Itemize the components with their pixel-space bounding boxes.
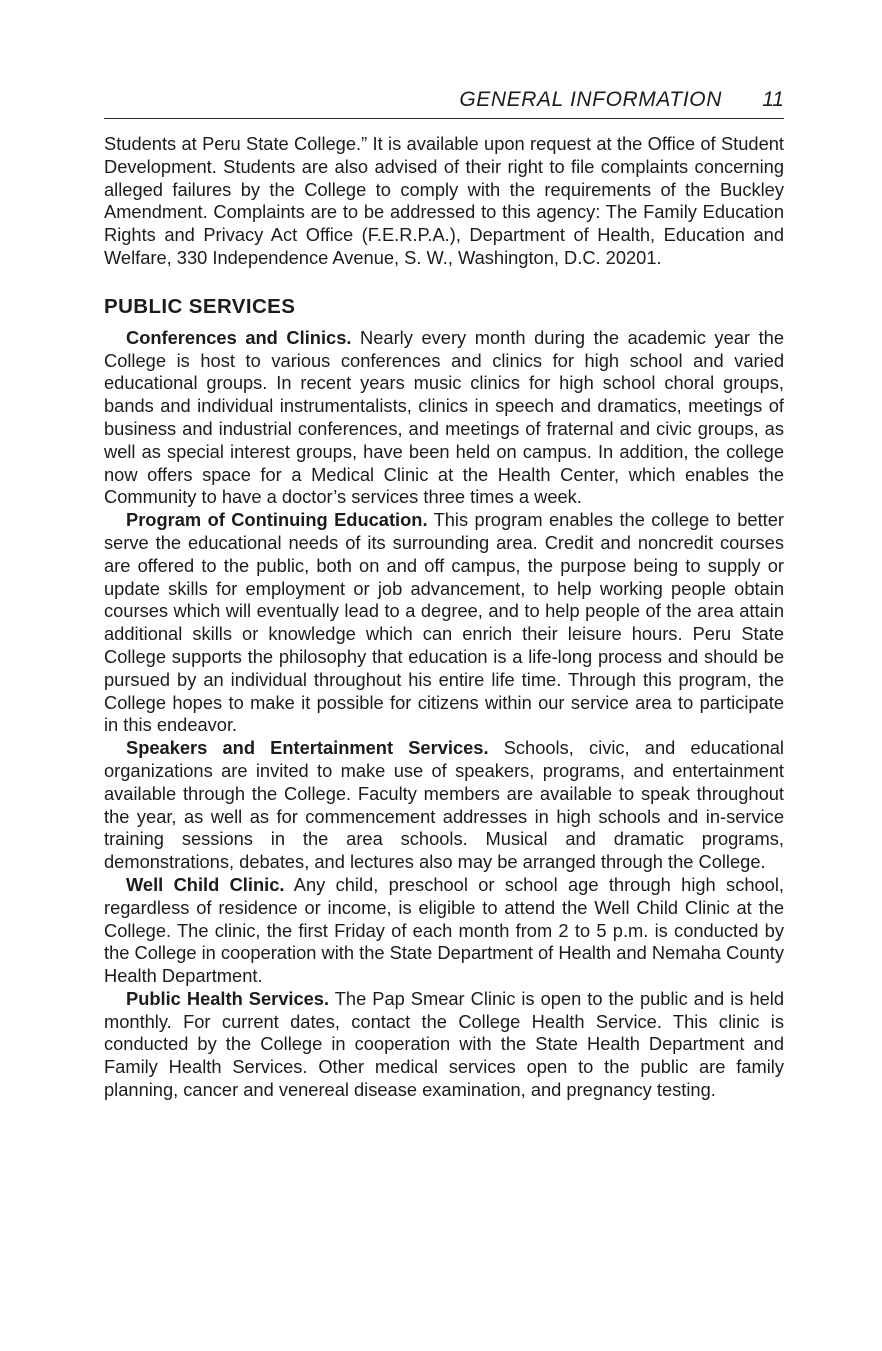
intro-paragraph: Students at Peru State College.” It is available upon request at the Office of Student Development. Students are also advised of their right to file complaints concerning alleged failures by the College to comply with the requirements of the Buckley Amendment. Complaints are to be addressed to this agency: The Family Education Rights and Privacy Act Office (F.E.R.P.A.), Department of Health, Education and Welfare, 330 Independence Avenue, S. W., Washington, D.C. 20201. [104,133,784,268]
paragraph-well-child-clinic [104,874,784,988]
paragraph-body: Any child, preschool or school age through high school, regardless of residence or income, is eligible to attend the Well Child Clinic at the College. The clinic, the first Friday of each month from 2 to 5 p.m. is conducted by the College in cooperation with the State Department of Health and Nemaha County Health Department. [104,873,784,987]
paragraph-title: Well Child Clinic. [126,873,285,895]
paragraph-speakers-and-entertainment [104,737,784,874]
paragraph-title: Public Health Services. [126,987,330,1009]
page-number: 11 [762,88,784,111]
paragraph-public-health-services [104,988,784,1102]
header-section-title: GENERAL INFORMATION [459,88,722,111]
paragraph-body: Nearly every month during the academic year the College is host to various conferences and clinics for high school and varied educational groups. In recent years music clinics for high school choral groups, bands and individual instrumentalists, clinics in speech and dramatics, meetings of business and industrial conferences, and meetings of fraternal and civic groups, as well as special interest groups, have been held on campus. In addition, the college now offers space for a Medical Clinic at the Health Center, which enables the Community to have a doctor’s services three times a week. [104,326,784,508]
document-page [104,84,784,1102]
paragraph-body: Schools, civic, and educational organizations are invited to make use of speakers, programs, and entertainment available through the College. Faculty members are available to speak throughout the year, as well as for commencement addresses in high schools and in-service training sessions in the area schools. Musical and dramatic programs, demonstrations, debates, and lectures also may be arranged through the College. [104,737,784,873]
paragraph-continuing-education [104,509,784,737]
paragraph-conferences-and-clinics [104,327,784,509]
paragraph-body: The Pap Smear Clinic is open to the public and is held monthly. For current dates, contact the College Health Service. This clinic is conducted by the College in cooperation with the State Health Department and Family Health Services. Other medical services open to the public are family planning, cancer and venereal disease examination, and pregnancy testing. [104,987,785,1101]
section-heading: PUBLIC SERVICES [104,294,296,318]
paragraph-body: This program enables the college to better serve the educational needs of its surrounding area. Credit and noncredit courses are offered to the public, both on and off campus, the purpose being to supply or update skills for employment or job advancement, to help working people obtain courses which will eventually lead to a degree, and to help people of the area attain additional skills or knowledge which can enrich their leisure hours. Peru State College supports the philosophy that education is a life-long process and should be pursued by an individual throughout his entire life time. Through this program, the College hopes to make it possible for citizens within our service area to participate in this endeavor. [104,509,784,736]
paragraph-title: Program of Continuing Education. [126,509,428,531]
paragraph-title: Conferences and Clinics. [126,326,352,348]
running-header [104,84,784,119]
paragraph-title: Speakers and Entertainment Services. [126,737,489,759]
